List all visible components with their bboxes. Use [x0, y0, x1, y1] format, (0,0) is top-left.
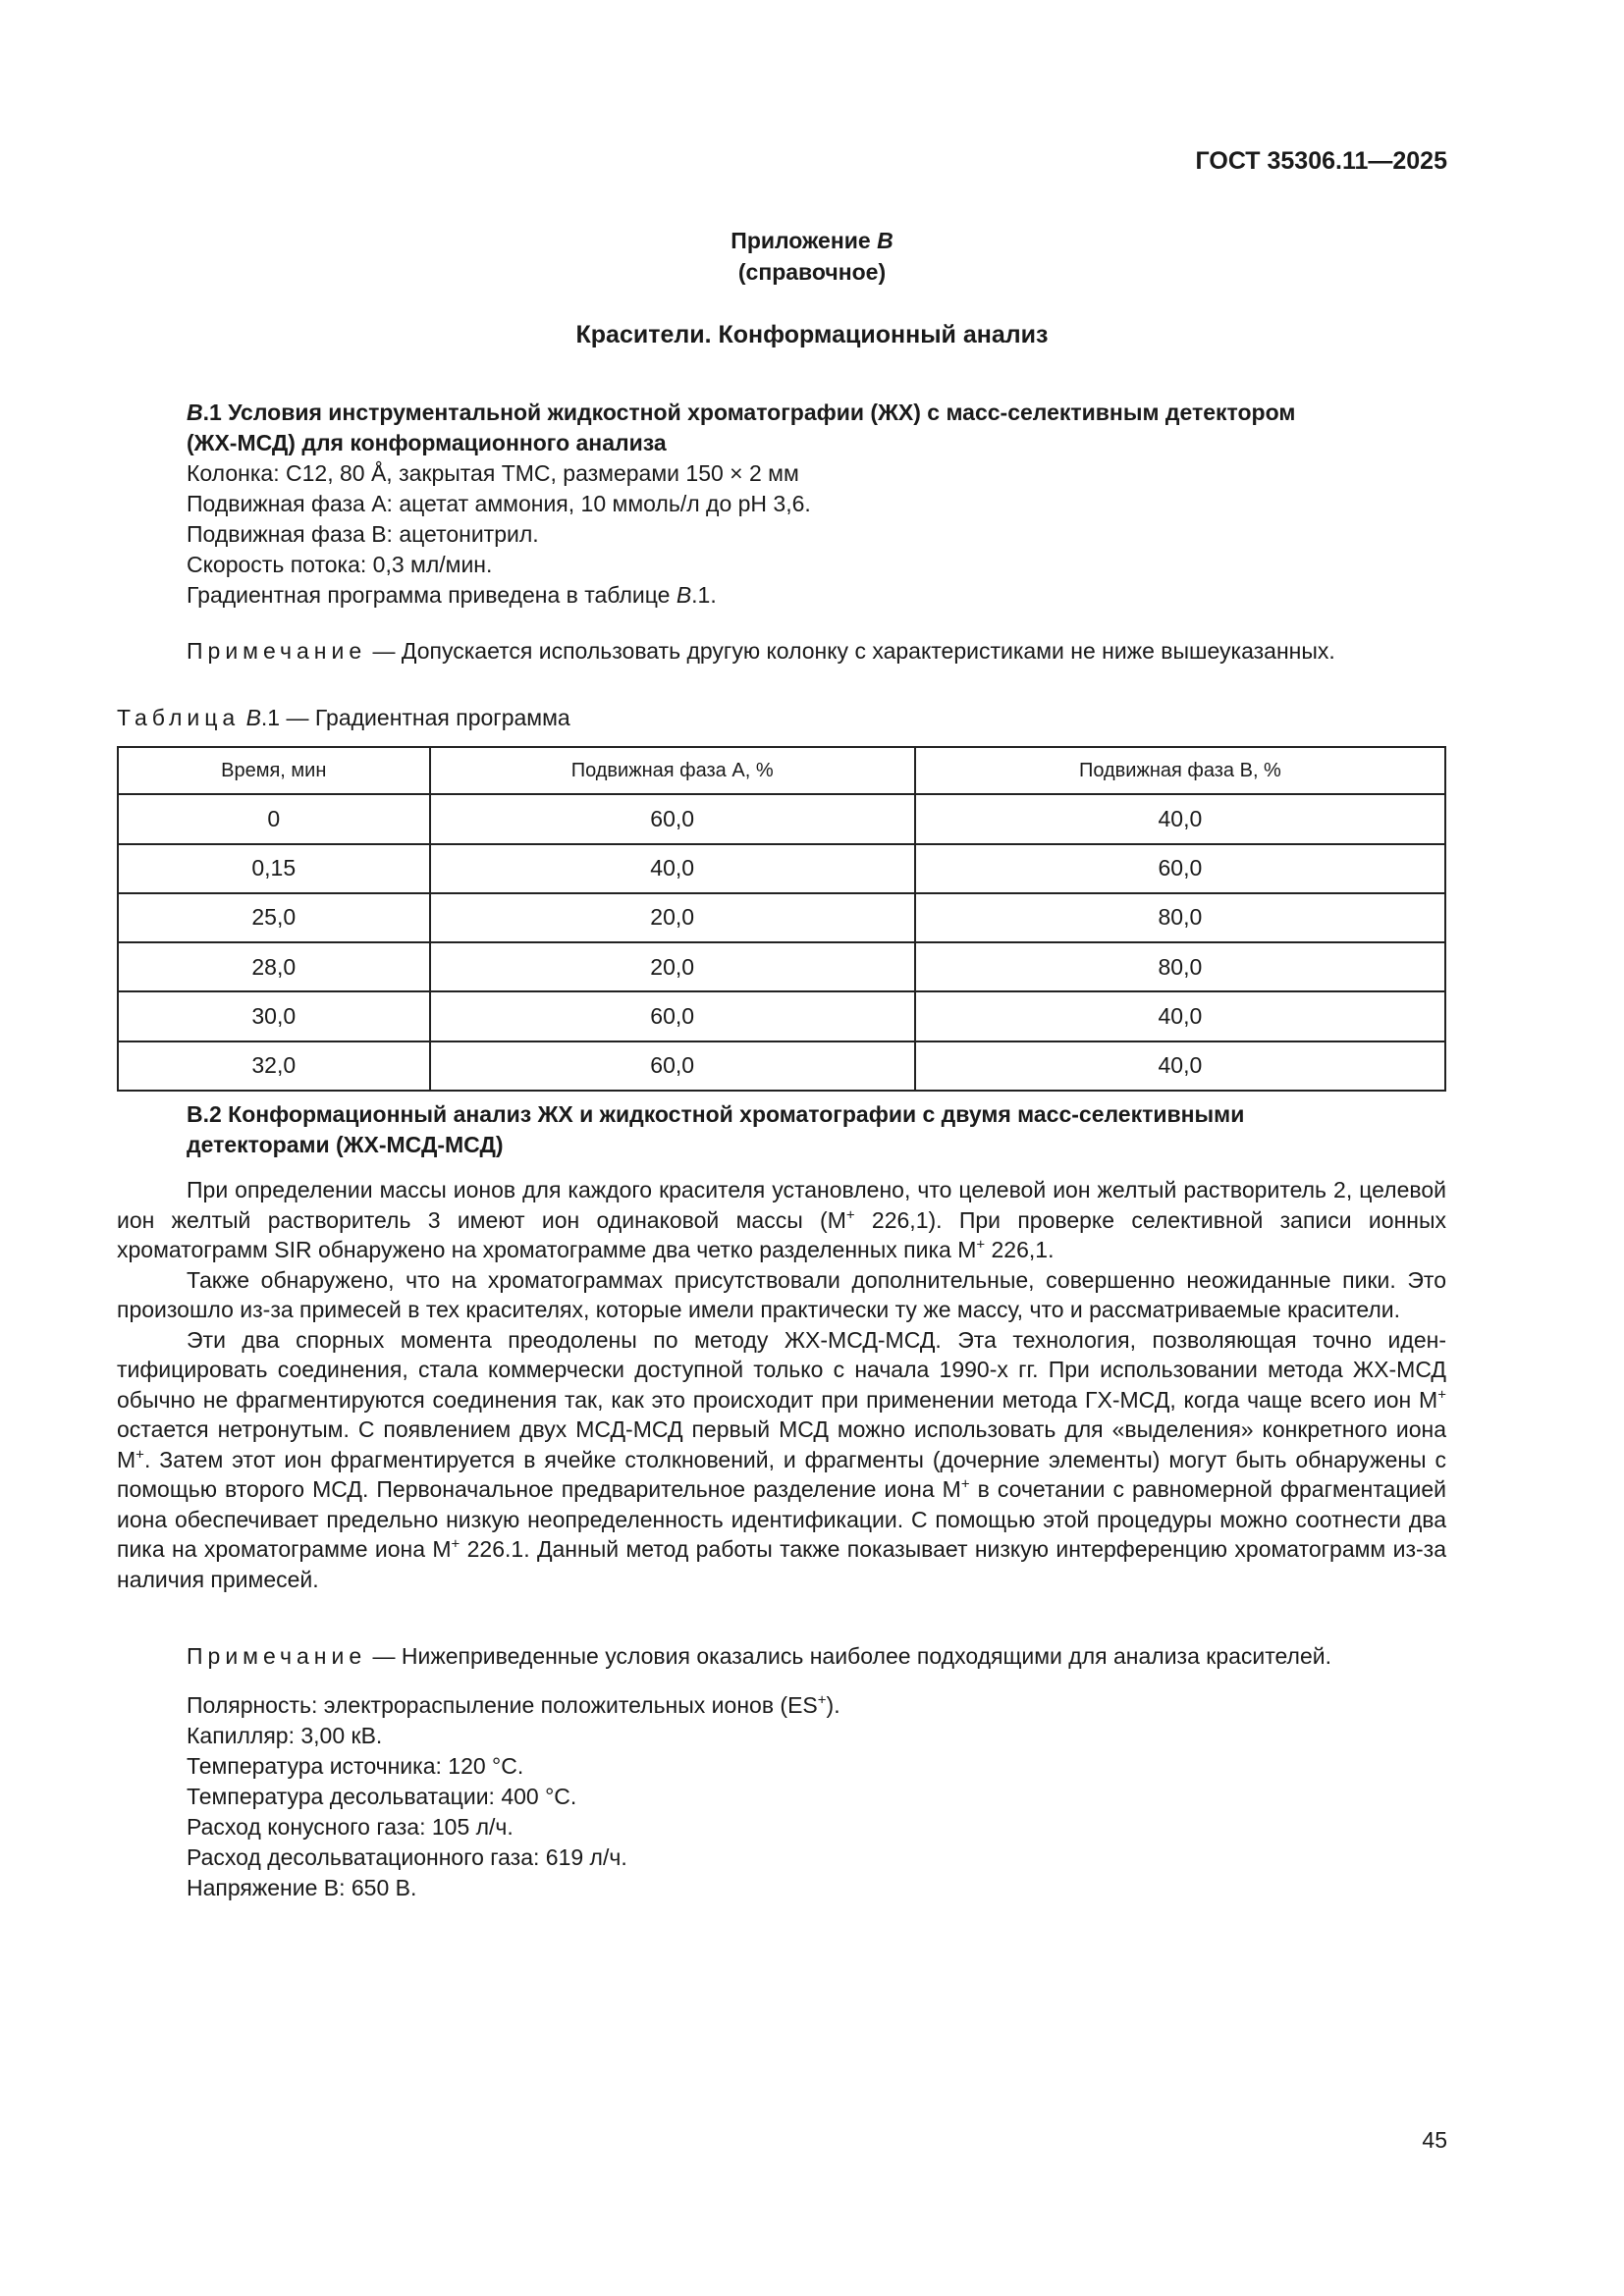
superscript: +: [960, 1475, 970, 1493]
paragraph-text: 226.1. Данный метод работы также показывает низкую интерференцию хроматограмм из-за наличия примесей.: [117, 1536, 1446, 1592]
appendix-label: [0, 228, 1624, 254]
section-2-heading-line1: В.2 Конформационный анализ ЖХ и жидкостной хроматографии с двумя масс-селективными: [187, 1101, 1245, 1127]
page-title: Красители. Конформационный анализ: [575, 321, 1049, 348]
paragraph-text: в сочетании с равномерной фрагментацией иона обеспечивает предельно низкую неопределенность идентификации. С помощью этой процедуры можно соотнести два пика на хроматограмме иона М: [117, 1476, 1446, 1562]
section-1-heading-line1: .1 Условия инструментальной жидкостной хроматографии (ЖХ) с масс-селективным детектором: [202, 400, 1296, 425]
standard-number: ГОСТ 35306.11—2025: [1195, 147, 1447, 175]
appendix-word: Приложение: [731, 228, 871, 253]
table-cell: 20,0: [430, 893, 915, 942]
section-2-heading-line2: детекторами (ЖХ-МСД-МСД): [187, 1131, 504, 1157]
table-row: [118, 1041, 1445, 1091]
polarity-line: [187, 1690, 1445, 1721]
gradient-reference: [187, 580, 1445, 611]
section-2: [187, 1099, 1445, 1159]
table-cell: 32,0: [118, 1041, 430, 1091]
condition-line: Температура десольватации: 400 °С.: [187, 1784, 577, 1809]
paragraph-text: Эти два спорных момента преодолены по методу ЖХ-МСД-МСД. Эта технология, позволяющая точно идентифицировать соединения, стала коммерчески доступной только с начала 1990-х гг. При использовании метода ЖХ-МСД обычно не фрагментируются соединения так, как это происходит при применении метода ГХ-МСД, когда чаще всего ион М: [117, 1326, 1446, 1413]
condition-line: Капилляр: 3,00 кВ.: [187, 1723, 383, 1748]
gradient-table: [117, 746, 1446, 1092]
polarity-text: Полярность: электрораспыление положительных ионов (ES: [187, 1692, 818, 1718]
table-cell: 30,0: [118, 991, 430, 1041]
paragraph-text: 226,1.: [985, 1237, 1055, 1262]
ms-conditions: [187, 1690, 1445, 1903]
superscript: +: [135, 1445, 144, 1463]
paragraph-text: При определении массы ионов для каждого красителя установлено, что целевой ион желтый растворитель 2, целевой ион желтый растворитель 3 имеют ион одинаковой массы (М: [117, 1177, 1446, 1233]
table-cell: 80,0: [915, 893, 1445, 942]
condition-line: Расход десольватационного газа: 619 л/ч.: [187, 1844, 627, 1870]
table-row: [118, 893, 1445, 942]
table-cell: 40,0: [915, 991, 1445, 1041]
table-cell: 25,0: [118, 893, 430, 942]
appendix-letter: В: [877, 228, 893, 253]
superscript: +: [845, 1205, 855, 1223]
condition-line: Скорость потока: 0,3 мл/мин.: [187, 552, 493, 577]
note-1: [187, 638, 1445, 665]
table-header-row: [118, 747, 1445, 794]
section-1-heading-line2: (ЖХ-МСД) для конформационного анализа: [187, 430, 667, 455]
condition-line: Подвижная фаза А: ацетат аммония, 10 ммоль/л до рН 3,6.: [187, 491, 811, 516]
column-header: Время, мин: [118, 747, 430, 794]
table-cell: 28,0: [118, 942, 430, 991]
polarity-text: ).: [826, 1692, 840, 1718]
gradient-ref-rest: .1.: [691, 582, 717, 608]
gradient-text: Градиентная программа приведена в таблице: [187, 582, 671, 608]
note-label: Примечание: [187, 1643, 367, 1669]
table-cell: 80,0: [915, 942, 1445, 991]
paragraph-text: 226,1). При проверке селективной записи ионных хроматограмм SIR обнаружено на хроматограмме два четко разделенных пика М: [117, 1206, 1447, 1262]
superscript: +: [976, 1236, 986, 1254]
table-cell: 40,0: [915, 794, 1445, 843]
note-text: — Нижеприведенные условия оказались наиболее подходящими для анализа красителей.: [372, 1643, 1332, 1669]
note-2: [187, 1643, 1445, 1670]
condition-line: Колонка: С12, 80 Å, закрытая ТМС, размерами 150 × 2 мм: [187, 460, 799, 486]
table-cell: 60,0: [430, 1041, 915, 1091]
paragraph: Также обнаружено, что на хроматограммах присутствовали дополнительные, совершенно неожиданные пики. Это произошло из-за примесей в тех красителях, которые имели практически ту же массу, что и рассматриваемые красители.: [117, 1266, 1446, 1322]
table-row: [118, 844, 1445, 893]
section-1: [187, 398, 1445, 611]
condition-line: Температура источника: 120 °С.: [187, 1753, 524, 1779]
paragraph: [117, 1175, 1446, 1265]
table-row: [118, 942, 1445, 991]
section-2-body: [117, 1175, 1446, 1594]
paragraph: [117, 1325, 1446, 1595]
table-row: [118, 794, 1445, 843]
section-1-letter: В: [187, 400, 203, 425]
table-cell: 60,0: [430, 794, 915, 843]
table-caption-rest: .1 — Градиентная программа: [260, 705, 570, 730]
table-caption-label: Таблица: [117, 705, 241, 730]
page-number: 45: [1422, 2127, 1447, 2153]
condition-line: Расход конусного газа: 105 л/ч.: [187, 1814, 514, 1840]
table-cell: 60,0: [430, 991, 915, 1041]
superscript: +: [451, 1535, 460, 1553]
appendix-kind: (справочное): [737, 259, 887, 285]
superscript: +: [817, 1691, 827, 1709]
column-header: Подвижная фаза А, %: [430, 747, 915, 794]
section-1-heading: [187, 398, 1445, 428]
paragraph-text: остается нетронутым. С появлением двух МСД-МСД первый МСД можно использовать для «выделения» конкретного иона М: [117, 1416, 1446, 1472]
table-cell: 0,15: [118, 844, 430, 893]
condition-line: Подвижная фаза В: ацетонитрил.: [187, 521, 539, 547]
column-header: Подвижная фаза В, %: [915, 747, 1445, 794]
table-caption: [117, 705, 570, 731]
superscript: +: [1437, 1385, 1446, 1403]
condition-line: Напряжение В: 650 В.: [187, 1875, 417, 1900]
note-text: — Допускается использовать другую колонку с характеристиками не ниже вышеуказанных.: [372, 638, 1335, 664]
gradient-ref-letter: В: [676, 582, 692, 608]
table-cell: 60,0: [915, 844, 1445, 893]
table-cell: 40,0: [915, 1041, 1445, 1091]
table-cell: 40,0: [430, 844, 915, 893]
table-row: [118, 991, 1445, 1041]
table-cell: 0: [118, 794, 430, 843]
table-cell: 20,0: [430, 942, 915, 991]
paragraph-text: . Затем этот ион фрагментируется в ячейке столкновений, и фрагменты (дочерние элементы) могут быть обнаружены с помощью второго МСД. Первоначальное предварительное разделение иона М: [117, 1446, 1446, 1502]
note-label: Примечание: [187, 638, 367, 664]
table-caption-letter: В: [245, 705, 261, 730]
